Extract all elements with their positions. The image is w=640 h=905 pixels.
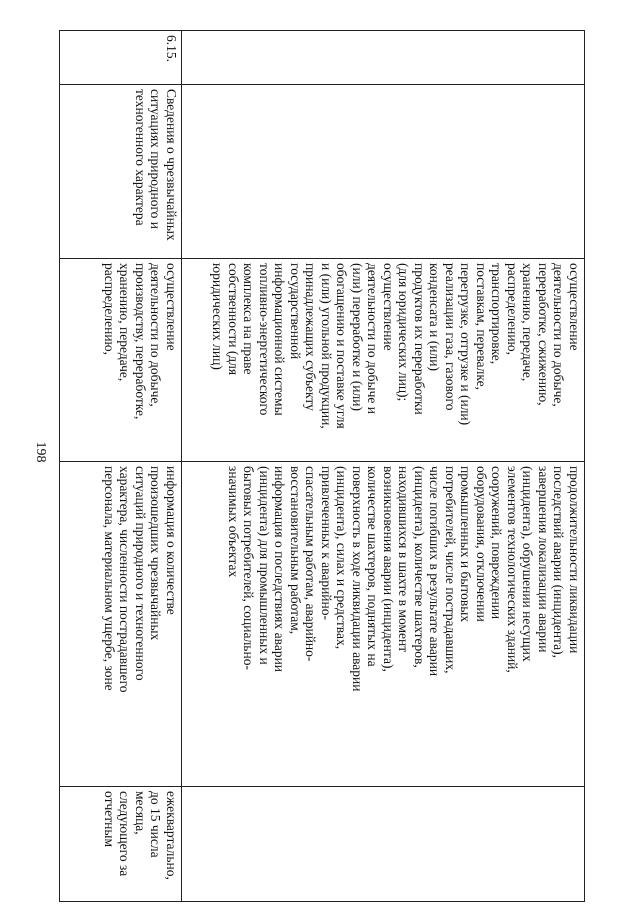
text-line: восстановительным работам, [288,466,303,635]
text-line: топливно-энергетического [257,263,272,416]
text-line: поставкам, перевалке, [474,263,489,390]
text-line: привлеченных к аварийно- [319,466,334,620]
text-line: возникновения аварии (инцидента), [381,466,396,672]
text-line: (для юридических лиц); [396,263,412,402]
text-line: переработке, сжижению, [536,263,551,406]
text-line: осуществление [164,263,179,351]
text-line: отчетным [102,791,117,847]
text-line: конденсата и (или) [427,263,443,371]
text-line: находившихся в шахте в момент [396,466,412,653]
rotated-table-wrapper [60,30,585,880]
text-line: последствий аварии (инцидента), [551,466,567,658]
text-line: собственности (для [226,263,241,376]
text-line: хранению, передаче, [117,263,133,382]
text-line: Сведения о чрезвычайных [164,89,179,241]
text-line: потребителей, числе пострадавших, [443,466,458,674]
text-line: продолжительности ликвидации [567,466,582,654]
text-line: государственной [288,263,303,360]
text-line: бытовых потребителей, социально- [241,466,257,670]
text-line: месяца, [133,791,148,835]
cell-details [60,462,182,787]
text-line: ситуаций природного и техногенного [133,466,148,681]
text-line: (инцидента), силах и средствах, [334,466,350,650]
cell-content [182,259,585,462]
text-line: завершения локализации аварии [536,466,551,653]
cell-name [60,85,182,259]
requirements-table [59,30,585,902]
table-row [60,31,182,902]
text-line: промышленных и бытовых [458,466,474,623]
text-line: персонала, материальном ущербе, зоне [102,466,117,691]
text-line: деятельности по добыче и [365,263,381,414]
cell-name [182,85,585,259]
text-line: числе погибших в результате аварии [427,466,443,677]
text-line: ежеквартально, [164,791,179,880]
text-line: до 15 числа [148,791,164,858]
text-line: комплекса на праве [241,263,257,375]
text-line: деятельности по добыче, [148,263,164,407]
text-line: перегрузке, отгрузке и (или) [458,263,474,426]
text-line: распределению, [505,263,520,356]
cell-content [60,259,182,462]
text-line: обогащению и поставке угля [334,263,350,429]
text-line: юридических лиц) [210,263,226,370]
text-line: и (или) угольной продукции, [319,263,334,429]
text-line: осуществление [567,263,582,351]
text-line: производству, переработке, [133,263,148,420]
text-line: распределению, [102,263,117,356]
cell-period [182,787,585,902]
cell-number [182,31,585,85]
text-line: оборудования, отключении [474,466,489,622]
text-line: количестве шахтеров, поднятых на [365,466,381,667]
text-line: информация о количестве [164,466,179,615]
text-line: техногенного характера [133,89,148,226]
cell-period [60,787,182,902]
text-line: транспортировке, [489,263,505,365]
text-line: сооружений, повреждении [489,466,505,620]
text-line: информационной системы [272,263,288,416]
text-line: (инцидента), количестве шахтеров, [412,466,427,668]
cell-details [182,462,585,787]
page-number: 198 [33,441,48,463]
text-line: значимых объектах [226,466,241,578]
text-line: хранению, передаче, [520,263,536,382]
text-line: спасательным работам, аварийно- [303,466,319,662]
text-line: продуктов их переработки [412,263,427,415]
text-line: следующего за [117,791,133,877]
text-line: произошедших чрезвычайных [148,466,164,641]
text-line: (инцидента) для промышленных и [257,466,272,665]
text-line: поверхность в ходе ликвидации аварии [350,466,365,692]
cell-number: 6.15. [60,31,182,85]
text-line: элементов технологических зданий, [505,466,520,673]
text-line: реализации газа, газового [443,263,458,411]
text-line: принадлежащих субъекту [303,263,319,411]
text-line: характера, численности пострадавшего [117,466,133,693]
text-line: информация о последствиях аварии [272,466,288,673]
text-line: (инцидента), обрушении несущих [520,466,536,662]
text-line: (или) переработке и (или) [350,263,365,411]
text-line: осуществление [381,263,396,351]
text-line: ситуациях природного и [148,89,164,229]
text-line: деятельности по добыче, [551,263,567,407]
table-row [182,31,585,902]
